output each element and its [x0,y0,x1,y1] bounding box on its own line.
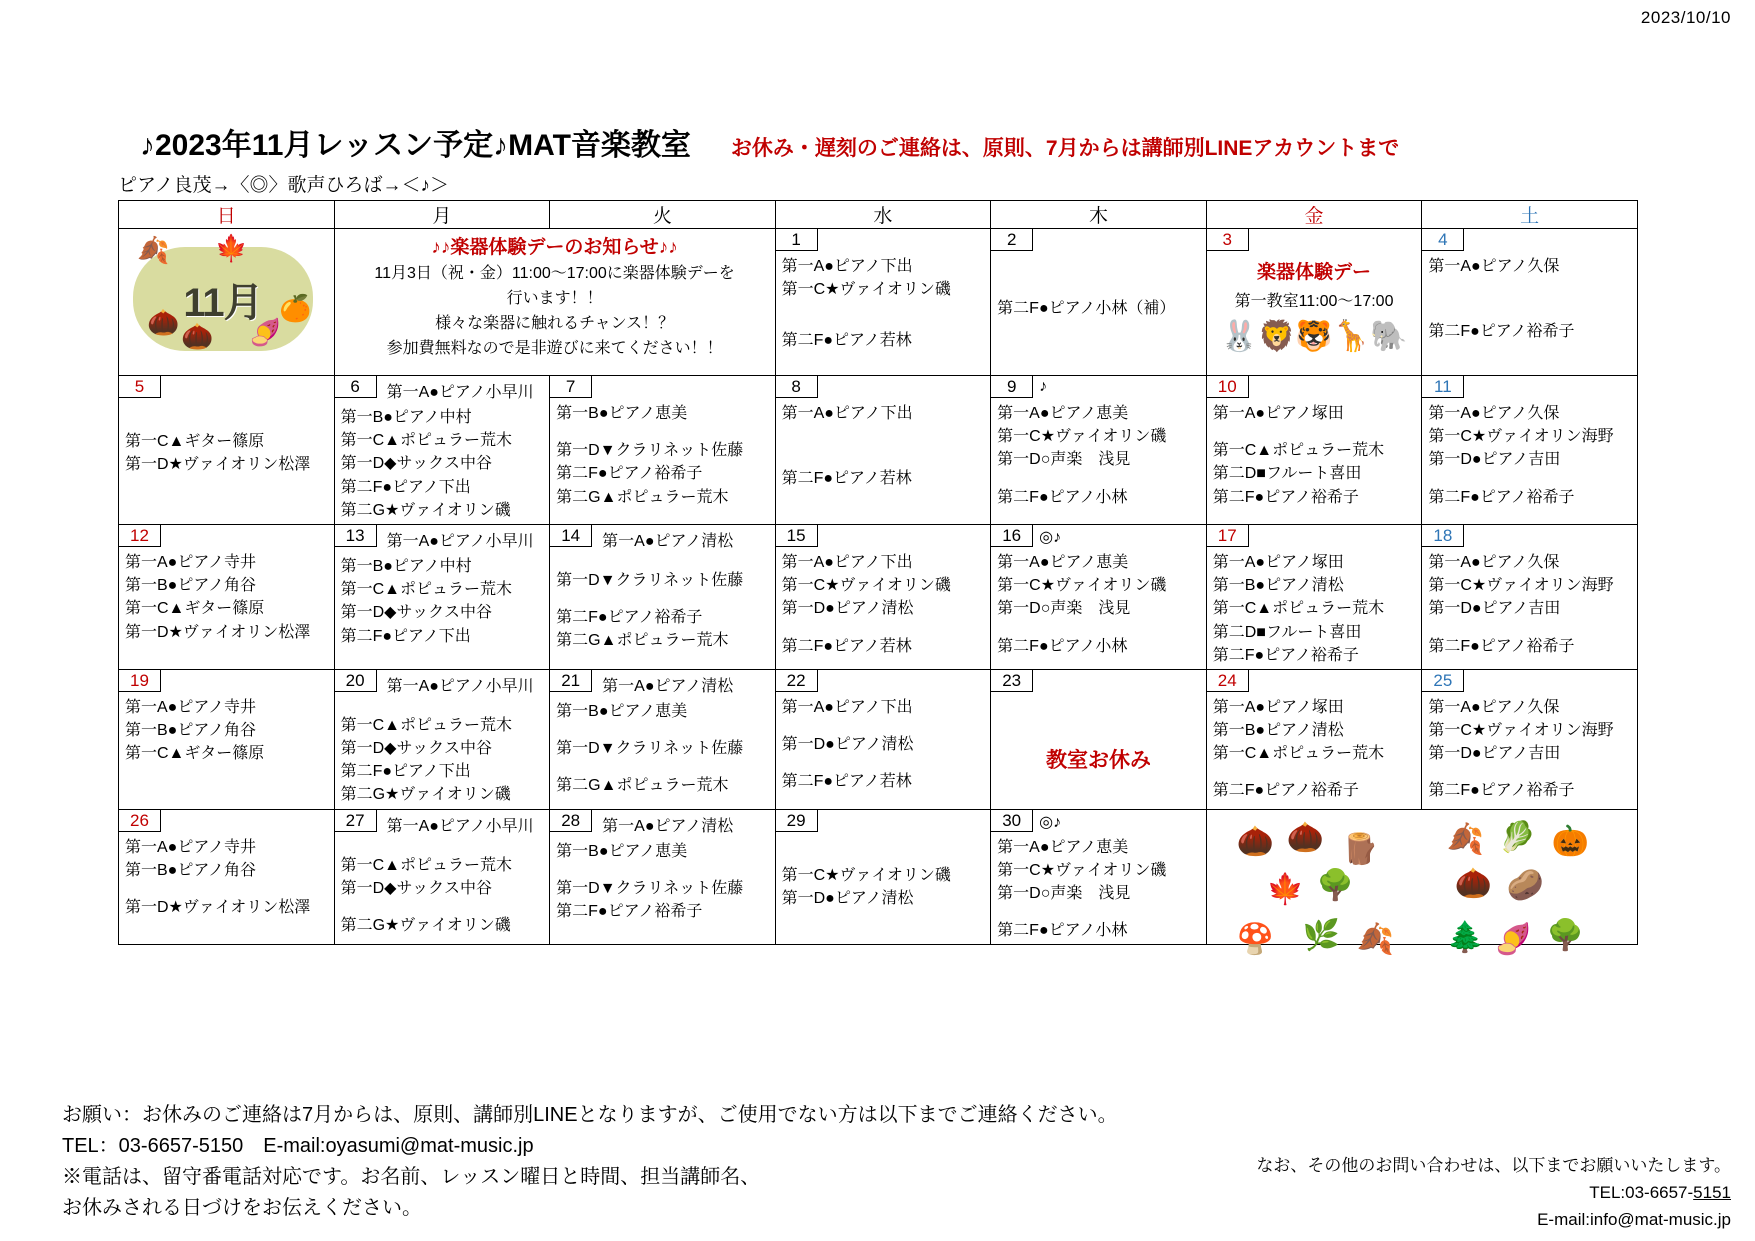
day-number: 4 [1422,229,1464,251]
lesson-entry: 第一C★ヴァイオリン磯 [997,861,1167,879]
lesson-entry: 第二F●ピアノ下出 [340,627,471,645]
day-number: 29 [776,810,818,832]
calendar-day-cell [991,669,1207,809]
lesson-list [1207,692,1422,805]
lesson-entry: 第二F●ピアノ裕希子 [1212,488,1359,506]
autumn-decoration-icon: 🌲 [1446,920,1485,954]
lesson-spacer [341,900,546,914]
autumn-decoration-icon: 🍊 [279,293,312,323]
lesson-list [119,692,334,768]
calendar-day-cell [334,669,550,809]
lesson-spacer [782,439,987,453]
lesson-entry: 第一B●ピアノ角谷 [125,861,257,879]
lesson-entry: 第二F●ピアノ裕希子 [1428,323,1575,341]
lesson-entry: 第一A●ピアノ恵美 [997,553,1129,571]
lesson-list [550,398,774,511]
lesson-entry: 第一B●ピアノ角谷 [125,577,257,595]
day-number: 6 [335,376,377,398]
lesson-entry: 第一C▲ギター篠原 [125,600,265,618]
day-number: 11 [1422,376,1464,398]
lesson-spacer [782,850,987,864]
day-number: 2 [991,229,1033,251]
lesson-entry: 第一A●ピアノ清松 [602,532,734,550]
lesson-entry: 第二F●ピアノ小林（補） [997,300,1176,317]
lesson-entry: 第一D◆サックス中谷 [340,879,492,897]
lesson-entry: 第一C★ヴァイオリン海野 [1428,428,1614,446]
autumn-decoration-icon: 🥔 [1506,868,1545,902]
autumn-decoration-icon: 🌰 [147,307,180,337]
autumn-decoration-icon: 🌳 [1546,918,1585,952]
lesson-list [1422,547,1637,660]
banner-line: 参加費無料なので是非遊びに来てください！！ [386,339,723,357]
lesson-spacer [1213,425,1418,439]
footer-line-4: お休みされる日づけをお伝えください。 [62,1197,422,1219]
autumn-decoration-icon: 🍂 [1356,922,1395,956]
autumn-decoration-icon: 🍁 [1266,872,1305,906]
lesson-list [550,551,774,655]
lesson-spacer [997,255,1202,269]
lesson-entry: 第一C★ヴァイオリン磯 [781,577,951,595]
lesson-entry: 第一A●ピアノ恵美 [997,405,1129,422]
autumn-decoration-icon: 🥬 [1498,820,1537,854]
lesson-calendar [118,200,1638,956]
calendar-day-cell [1422,669,1638,809]
autumn-decoration-icon: 🎃 [1551,824,1590,858]
lesson-entry: 第一D★ヴァイオリン松澤 [125,899,311,916]
day-number: 25 [1422,670,1464,692]
day-number: 13 [335,525,377,547]
lesson-list [1422,251,1637,345]
calendar-day-cell [1206,376,1422,525]
lesson-spacer [556,555,770,569]
lesson-entry: 第一A●ピアノ小早川 [386,532,534,550]
lesson-entry: 第二F●ピアノ小林 [997,637,1128,655]
lesson-spacer [782,301,987,315]
lesson-spacer [782,425,987,439]
lesson-entry: 第一D○声楽 浅見 [997,451,1131,469]
lesson-entry: 第二F●ピアノ若林 [781,637,912,655]
day-number: 16 [991,525,1033,547]
lesson-entry: 第一A●ピアノ下出 [781,405,913,422]
lesson-entry: 第一C▲ポピュラー荒木 [1212,745,1385,763]
weekday-header-fri: 金 [1206,201,1422,229]
lesson-spacer [782,315,987,329]
calendar-header-row [119,201,1638,229]
lesson-entry: 第二F●ピアノ下出 [340,763,471,781]
lesson-entry: 第一B●ピアノ清松 [1212,722,1344,740]
lesson-spacer [125,882,330,896]
lesson-list [119,398,334,478]
holiday-label: 教室お休み [1045,748,1151,772]
lesson-entry: 第一A●ピアノ久保 [1428,405,1560,422]
lesson-spacer [556,863,770,877]
calendar-day-cell [119,524,335,669]
calendar-day-cell [334,376,550,525]
lesson-entry: 第一D★ヴァイオリン松澤 [125,623,311,641]
lesson-entry: 第一D◆サックス中谷 [340,604,492,622]
lesson-list [776,547,991,660]
lesson-entry: 第一C▲ポピュラー荒木 [340,432,512,450]
calendar-day-cell [334,524,550,669]
lesson-list [1207,547,1422,669]
month-badge-label: 11月 [183,280,263,325]
footer-line-2: TEL：03-6657-5150 E-mail:oyasumi@mat-music.jp [62,1135,534,1157]
weekday-header-sun: 日 [119,201,335,229]
lesson-spacer [556,592,770,606]
lesson-entry: 第二F●ピアノ裕希子 [556,609,703,627]
footer-left [62,1100,1118,1224]
lesson-entry: 第一A●ピアノ小早川 [386,677,534,695]
lesson-entry: 第一C★ヴァイオリン磯 [781,281,951,299]
calendar-day-cell [550,669,775,809]
lesson-entry: 第二F●ピアノ小林 [997,922,1128,940]
legend-text: ピアノ良茂→〈◎〉歌声ひろば→＜♪＞ [118,175,449,196]
calendar-week-row [119,809,1638,945]
day-number: 28 [550,810,592,832]
lesson-entry: 第一D●ピアノ吉田 [1428,745,1561,763]
lesson-spacer [341,840,546,854]
lesson-entry: 第一A●ピアノ寺井 [125,698,257,716]
calendar-day-cell [775,809,991,945]
lesson-entry: 第二G▲ポピュラー荒木 [556,777,729,795]
lesson-list [550,836,774,926]
lesson-entry: 第一B●ピアノ恵美 [556,842,688,860]
lesson-entry: 第二F●ピアノ裕希子 [1428,488,1575,506]
lesson-entry: 第一D●ピアノ吉田 [1428,451,1561,469]
lesson-spacer [556,760,770,774]
lesson-entry: 第二G★ヴァイオリン磯 [340,501,511,519]
lesson-entry: 第二G▲ポピュラー荒木 [556,488,729,506]
lesson-entry: 第一C▲ギター篠原 [125,433,265,450]
day-number: 14 [550,525,592,547]
autumn-decoration-icon: 🌰 [181,321,214,351]
day-number: 7 [550,376,592,398]
calendar-day-cell [550,376,775,525]
lesson-list [1422,692,1637,805]
lesson-spacer [997,283,1202,297]
lesson-spacer [1428,765,1633,779]
lesson-entry: 第二D■フルート喜田 [1212,623,1362,641]
lesson-entry: 第二F●ピアノ裕希子 [1212,646,1359,664]
title-row [140,120,1735,164]
calendar-day-cell [991,809,1207,945]
lesson-entry: 第二G★ヴァイオリン磯 [340,786,511,804]
lesson-entry: 第一A●ピアノ小早川 [386,817,534,835]
lesson-entry: 第一B●ピアノ中村 [340,409,472,426]
lesson-spacer [556,425,770,439]
autumn-decoration-icon: 🍁 [215,233,248,263]
lesson-entry: 第二D■フルート喜田 [1212,465,1362,483]
lesson-list [119,547,334,646]
lesson-entry: 第二F●ピアノ裕希子 [556,465,703,483]
lesson-entry: 第一A●ピアノ下出 [781,258,913,275]
calendar-week-row [119,229,1638,376]
autumn-decoration-icon: 🍂 [1446,822,1485,856]
lesson-spacer [125,402,330,416]
lesson-entry: 第二F●ピアノ若林 [781,332,912,350]
autumn-decoration-icon: 🍠 [1494,922,1533,956]
day-number: 15 [776,525,818,547]
lesson-entry: 第二G▲ポピュラー荒木 [556,632,729,650]
autumn-decoration-icon: 🌳 [1316,868,1355,902]
calendar-day-cell [775,229,991,376]
calendar-week-row [119,524,1638,669]
lesson-spacer [341,700,546,714]
lesson-list [119,832,334,922]
footer-right-line-1: なお、その他のお問い合わせは、以下までお願いいたします。 [1256,1156,1731,1175]
lesson-entry: 第一A●ピアノ久保 [1428,698,1560,716]
lesson-entry: 第一C▲ポピュラー荒木 [1212,600,1385,618]
lesson-entry: 第一B●ピアノ恵美 [556,405,688,422]
lesson-entry: 第一D◆サックス中谷 [340,740,492,758]
day-number: 20 [335,670,377,692]
lesson-spacer [997,269,1202,283]
lesson-entry: 第一D▼クラリネット佐藤 [556,879,744,897]
calendar-day-cell [775,524,991,669]
calendar-day-cell [1206,669,1422,809]
lesson-entry: 第二F●ピアノ小林 [997,488,1128,506]
lesson-entry: 第二G★ヴァイオリン磯 [340,917,511,934]
lesson-spacer [1213,765,1418,779]
calendar-day-cell [1422,376,1638,525]
footer-line-3: ※電話は、留守番電話対応です。お名前、レッスン曜日と時間、担当講師名、 [62,1166,761,1188]
footer-right [1256,1152,1731,1234]
day-number: 8 [776,376,818,398]
lesson-spacer [997,621,1202,635]
lesson-spacer [1428,472,1633,486]
lesson-spacer [125,416,330,430]
lesson-list [776,398,991,492]
footer-tel-prefix: TEL:03-6657- [1589,1183,1694,1203]
lesson-list [335,551,550,650]
lesson-spacer [997,472,1202,486]
day-number: 23 [991,670,1033,692]
day-number: 3 [1207,229,1249,251]
document-date: 2023/10/10 [1640,8,1731,27]
autumn-decoration-icon: 🍂 [137,235,170,265]
animal-decoration-icons: 🐰🦁🐯🦒🐘 [1220,320,1408,353]
day-number: 1 [776,229,818,251]
footer-line-1: お願い：お休みのご連絡は7月からは、原則、講師別LINEとなりますが、ご使用でない方は以下までご連絡ください。 [62,1104,1118,1126]
day-number: 9 [991,376,1033,398]
autumn-decoration-icon: 🪵 [1341,832,1380,866]
page-title: ♪2023年11月レッスン予定♪MAT音楽教室 [140,129,691,162]
lesson-list [991,832,1206,945]
lesson-spacer [1428,306,1633,320]
lesson-list [335,402,550,524]
weekday-header-mon: 月 [334,201,550,229]
lesson-entry: 第一C▲ギター篠原 [125,745,265,763]
calendar-day-cell [991,229,1207,376]
day-marker: ◎♪ [1039,813,1062,831]
calendar-day-cell [775,376,991,525]
lesson-list [335,696,550,809]
lesson-list [335,836,550,940]
lesson-entry: 第一D★ヴァイオリン松澤 [125,456,311,474]
day-number: 17 [1207,525,1249,547]
lesson-entry: 第一A●ピアノ塚田 [1212,553,1344,571]
lesson-entry: 第一A●ピアノ寺井 [125,838,257,856]
lesson-spacer [782,453,987,467]
banner-line: 11月3日（祝・金）11:00〜17:00に楽器体験デーを [374,265,735,283]
lesson-entry: 第一A●ピアノ清松 [602,817,734,835]
lesson-spacer [1428,278,1633,292]
calendar-day-cell [1206,524,1422,669]
lesson-entry: 第一C★ヴァイオリン海野 [1428,577,1614,595]
lesson-entry: 第一D▼クラリネット佐藤 [556,571,744,589]
calendar-week-row [119,669,1638,809]
month-badge-cell [119,229,335,376]
calendar-day-cell [550,524,775,669]
lesson-entry: 第一C★ヴァイオリン磯 [997,428,1167,446]
lesson-entry: 第二F●ピアノ下出 [340,478,471,496]
lesson-entry: 第二F●ピアノ若林 [781,470,912,488]
calendar-day-cell [1206,229,1422,376]
autumn-decoration-icon: 🌰 [1236,824,1275,858]
lesson-spacer [782,719,987,733]
day-number: 24 [1207,670,1249,692]
banner-line: 行います！！ [506,290,603,308]
calendar-day-cell [775,669,991,809]
lesson-entry: 第二F●ピアノ裕希子 [1428,637,1575,655]
lesson-spacer [997,905,1202,919]
lesson-entry: 第一A●ピアノ小早川 [386,384,534,401]
lesson-entry: 第一B●ピアノ恵美 [556,702,688,720]
weekday-header-wed: 水 [775,201,991,229]
lesson-spacer [1428,621,1633,635]
lesson-entry: 第一A●ピアノ塚田 [1212,405,1344,422]
lesson-list [991,251,1206,322]
title-note: お休み・遅刻のご連絡は、原則、7月からは講師別LINEアカウントまで [730,137,1400,160]
lesson-entry: 第一B●ピアノ中村 [340,557,472,575]
day-number: 26 [119,810,161,832]
lesson-list [991,547,1206,660]
calendar-day-cell [119,809,335,945]
weekday-header-thu: 木 [991,201,1207,229]
lesson-list [550,696,774,800]
autumn-decoration-icon: 🌰 [1454,866,1493,900]
lesson-entry: 第一D●ピアノ清松 [781,889,914,907]
lesson-entry: 第一B●ピアノ角谷 [125,722,257,740]
lesson-entry: 第二F●ピアノ裕希子 [1428,782,1575,800]
lesson-list [776,692,991,796]
day-marker: ◎♪ [1039,528,1062,546]
day-number: 22 [776,670,818,692]
lesson-entry: 第一A●ピアノ恵美 [997,838,1129,856]
lesson-entry: 第一A●ピアノ清松 [602,677,734,695]
lesson-list [776,251,991,355]
autumn-decoration-icon: 🍄 [1236,922,1275,956]
lesson-spacer [782,756,987,770]
day-number: 5 [119,376,161,398]
autumn-decoration-icon: 🌿 [1302,918,1341,952]
lesson-entry: 第二F●ピアノ裕希子 [556,903,703,920]
lesson-entry: 第一D○声楽 浅見 [997,885,1131,902]
footer-tel-number: 5151 [1693,1183,1731,1203]
lesson-entry: 第一D◆サックス中谷 [340,455,492,473]
lesson-entry: 第一A●ピアノ久保 [1428,553,1560,571]
day-number: 18 [1422,525,1464,547]
lesson-entry: 第一A●ピアノ久保 [1428,258,1560,275]
lesson-entry: 第一D○声楽 浅見 [997,600,1131,618]
banner-heading: ♪♪楽器体験デーのお知らせ♪♪ [431,237,678,258]
calendar-day-cell [991,524,1207,669]
footer-right-tel [1256,1179,1731,1206]
day-number: 30 [991,810,1033,832]
day-number: 10 [1207,376,1249,398]
lesson-entry: 第一B●ピアノ清松 [1212,577,1344,595]
lesson-entry: 第一C▲ポピュラー荒木 [340,716,512,734]
calendar-day-cell [1422,229,1638,376]
lesson-entry: 第一A●ピアノ下出 [781,698,913,716]
lesson-spacer [556,723,770,737]
lesson-entry: 第一C★ヴァイオリン磯 [997,577,1167,595]
lesson-entry: 第一D●ピアノ清松 [781,600,914,618]
calendar-day-cell [1422,524,1638,669]
lesson-entry: 第一A●ピアノ寺井 [125,553,257,571]
lesson-list [776,832,991,912]
lesson-entry: 第一D▼クラリネット佐藤 [556,740,744,758]
autumn-decoration-icon: 🍠 [249,317,282,347]
weekday-header-sat: 土 [1422,201,1638,229]
lesson-entry: 第一C▲ポピュラー荒木 [340,856,512,874]
footer-right-email: E-mail:info@mat-music.jp [1537,1210,1731,1230]
autumn-decoration-icon: 🌰 [1286,820,1325,854]
lesson-entry: 第一A●ピアノ塚田 [1212,698,1344,716]
calendar-day-cell [119,376,335,525]
lesson-entry: 第一D●ピアノ清松 [781,736,914,754]
calendar-day-cell [334,809,550,945]
experience-day-title: 楽器体験デー [1257,262,1372,283]
lesson-entry: 第一C▲ポピュラー荒木 [1212,442,1385,460]
calendar-day-cell [119,669,335,809]
weekday-header-tue: 火 [550,201,775,229]
lesson-list [991,398,1206,511]
calendar-week-row [119,376,1638,525]
lesson-entry: 第二F●ピアノ若林 [781,773,912,791]
day-number: 21 [550,670,592,692]
lesson-entry: 第一A●ピアノ下出 [781,553,913,571]
lesson-list [1207,398,1422,511]
day-number: 27 [335,810,377,832]
lesson-entry: 第一D▼クラリネット佐藤 [556,442,744,460]
lesson-entry: 第二F●ピアノ裕希子 [1212,782,1359,800]
calendar-day-cell [550,809,775,945]
instrument-trial-banner [334,229,775,376]
experience-day-time: 第一教室11:00〜17:00 [1234,293,1394,310]
day-number: 12 [119,525,161,547]
autumn-illustration-cell [1206,809,1637,956]
day-number: 19 [119,670,161,692]
lesson-spacer [782,621,987,635]
lesson-entry: 第一C▲ポピュラー荒木 [340,581,512,599]
lesson-spacer [782,836,987,850]
day-marker: ♪ [1039,378,1048,395]
calendar-day-cell [991,376,1207,525]
lesson-entry: 第一C★ヴァイオリン磯 [781,866,951,884]
banner-line: 様々な楽器に触れるチャンス！？ [435,315,675,333]
lesson-spacer [1428,292,1633,306]
lesson-list [1422,398,1637,511]
lesson-entry: 第一D●ピアノ吉田 [1428,600,1561,618]
lesson-entry: 第一C★ヴァイオリン海野 [1428,722,1614,740]
